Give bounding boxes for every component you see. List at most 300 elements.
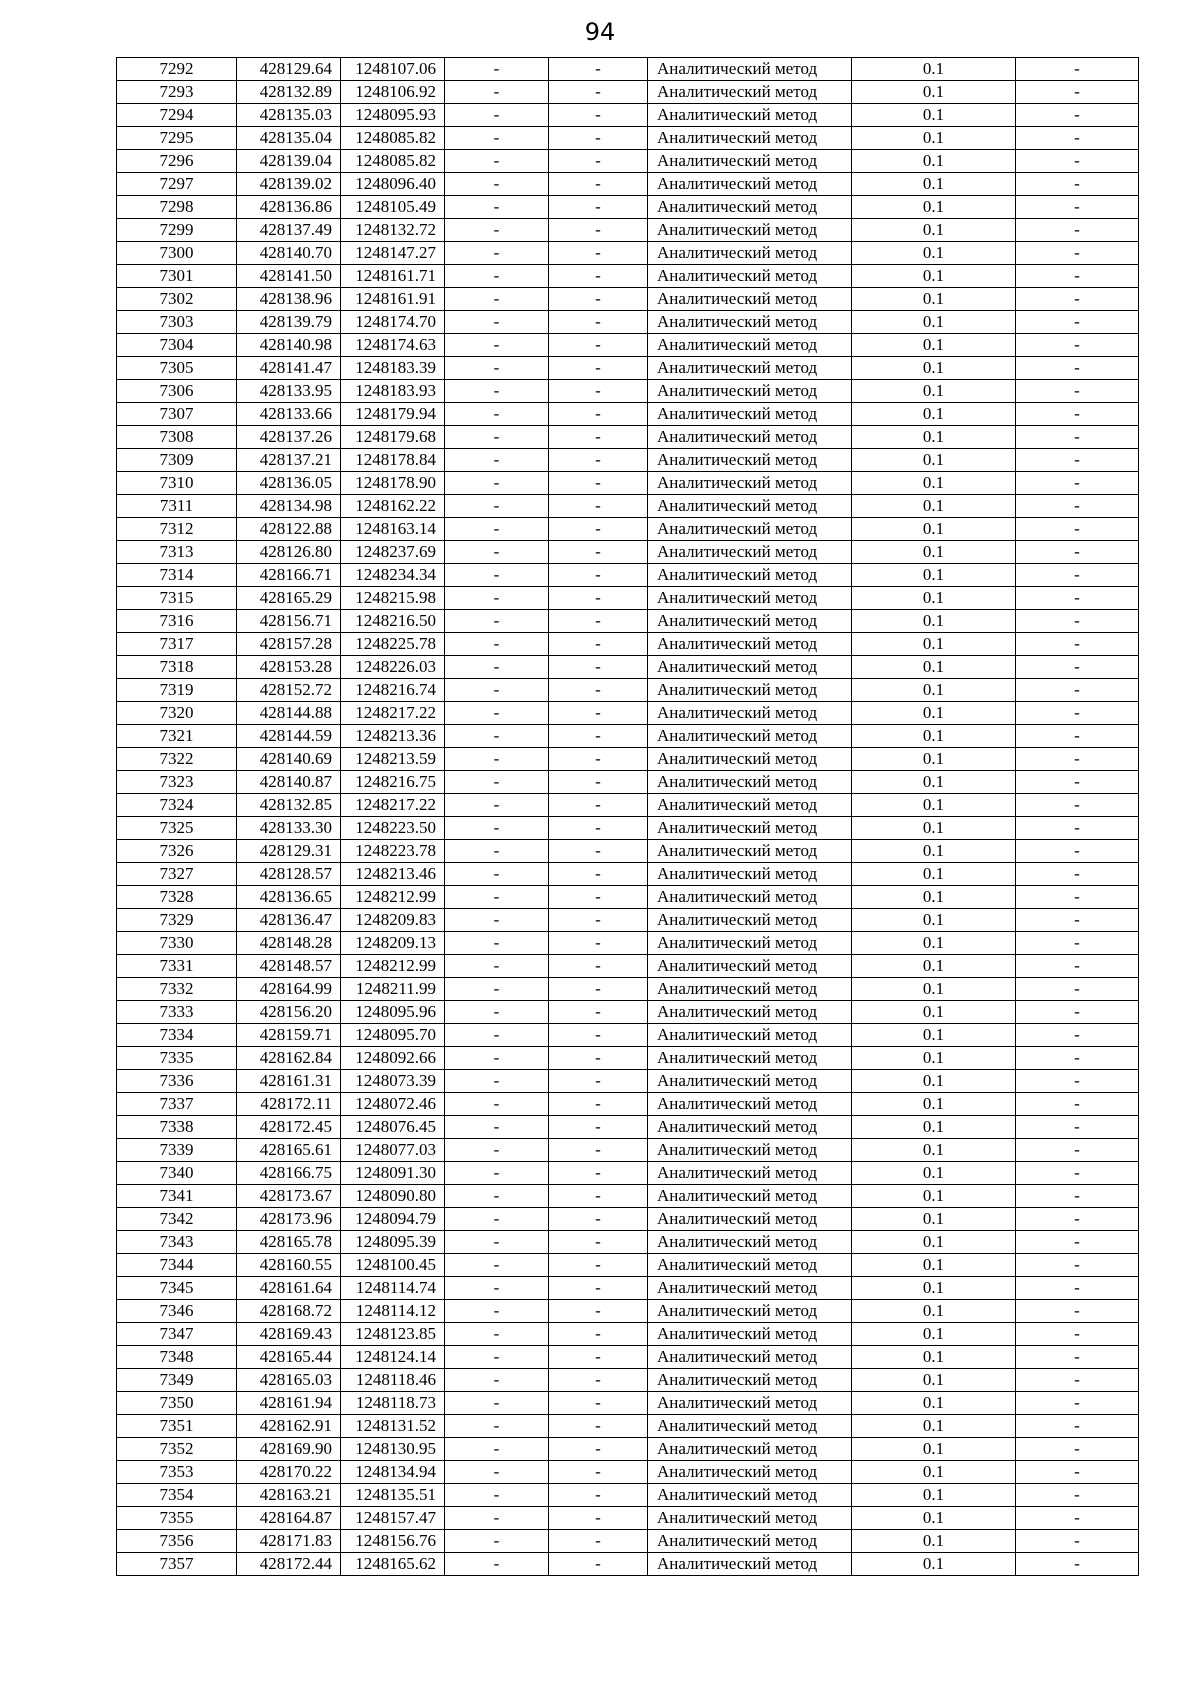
table-row: [117, 1484, 1139, 1507]
dash-cell-1: -: [445, 978, 549, 1001]
dash-cell-1: -: [445, 1024, 549, 1047]
y-coordinate-cell: 1248216.74: [341, 679, 445, 702]
method-cell: Аналитический метод: [648, 1162, 852, 1185]
y-coordinate-cell: 1248095.93: [341, 104, 445, 127]
x-coordinate-cell: 428170.22: [237, 1461, 341, 1484]
x-coordinate-cell: 428162.84: [237, 1047, 341, 1070]
accuracy-cell: 0.1: [852, 311, 1016, 334]
table-row: [117, 725, 1139, 748]
table-row: [117, 1346, 1139, 1369]
dash-cell-2: -: [549, 403, 648, 426]
dash-cell-3: -: [1016, 58, 1139, 81]
table-row: [117, 495, 1139, 518]
dash-cell-3: -: [1016, 242, 1139, 265]
y-coordinate-cell: 1248174.70: [341, 311, 445, 334]
x-coordinate-cell: 428162.91: [237, 1415, 341, 1438]
accuracy-cell: 0.1: [852, 1415, 1016, 1438]
y-coordinate-cell: 1248106.92: [341, 81, 445, 104]
accuracy-cell: 0.1: [852, 334, 1016, 357]
dash-cell-1: -: [445, 1461, 549, 1484]
dash-cell-1: -: [445, 242, 549, 265]
dash-cell-3: -: [1016, 104, 1139, 127]
x-coordinate-cell: 428169.90: [237, 1438, 341, 1461]
y-coordinate-cell: 1248096.40: [341, 173, 445, 196]
x-coordinate-cell: 428156.20: [237, 1001, 341, 1024]
point-number-cell: 7352: [117, 1438, 237, 1461]
method-cell: Аналитический метод: [648, 610, 852, 633]
method-cell: Аналитический метод: [648, 449, 852, 472]
dash-cell-2: -: [549, 334, 648, 357]
x-coordinate-cell: 428137.49: [237, 219, 341, 242]
table-row: [117, 288, 1139, 311]
x-coordinate-cell: 428132.85: [237, 794, 341, 817]
dash-cell-3: -: [1016, 311, 1139, 334]
dash-cell-2: -: [549, 587, 648, 610]
accuracy-cell: 0.1: [852, 725, 1016, 748]
dash-cell-2: -: [549, 81, 648, 104]
y-coordinate-cell: 1248118.46: [341, 1369, 445, 1392]
dash-cell-2: -: [549, 1392, 648, 1415]
method-cell: Аналитический метод: [648, 1277, 852, 1300]
point-number-cell: 7303: [117, 311, 237, 334]
dash-cell-3: -: [1016, 587, 1139, 610]
dash-cell-3: -: [1016, 219, 1139, 242]
x-coordinate-cell: 428133.95: [237, 380, 341, 403]
table-row: [117, 426, 1139, 449]
dash-cell-2: -: [549, 725, 648, 748]
table-row: [117, 1093, 1139, 1116]
dash-cell-3: -: [1016, 1231, 1139, 1254]
y-coordinate-cell: 1248072.46: [341, 1093, 445, 1116]
dash-cell-2: -: [549, 771, 648, 794]
dash-cell-2: -: [549, 1139, 648, 1162]
dash-cell-3: -: [1016, 426, 1139, 449]
dash-cell-1: -: [445, 840, 549, 863]
x-coordinate-cell: 428140.87: [237, 771, 341, 794]
table-row: [117, 1024, 1139, 1047]
dash-cell-1: -: [445, 1162, 549, 1185]
y-coordinate-cell: 1248179.94: [341, 403, 445, 426]
accuracy-cell: 0.1: [852, 909, 1016, 932]
table-row: [117, 610, 1139, 633]
x-coordinate-cell: 428168.72: [237, 1300, 341, 1323]
point-number-cell: 7316: [117, 610, 237, 633]
y-coordinate-cell: 1248105.49: [341, 196, 445, 219]
method-cell: Аналитический метод: [648, 1553, 852, 1576]
x-coordinate-cell: 428165.61: [237, 1139, 341, 1162]
table-row: [117, 1300, 1139, 1323]
x-coordinate-cell: 428165.03: [237, 1369, 341, 1392]
method-cell: Аналитический метод: [648, 150, 852, 173]
dash-cell-1: -: [445, 1507, 549, 1530]
dash-cell-1: -: [445, 702, 549, 725]
accuracy-cell: 0.1: [852, 196, 1016, 219]
dash-cell-3: -: [1016, 1208, 1139, 1231]
table-row: [117, 1323, 1139, 1346]
dash-cell-2: -: [549, 357, 648, 380]
accuracy-cell: 0.1: [852, 242, 1016, 265]
point-number-cell: 7293: [117, 81, 237, 104]
dash-cell-3: -: [1016, 1438, 1139, 1461]
dash-cell-2: -: [549, 1530, 648, 1553]
method-cell: Аналитический метод: [648, 679, 852, 702]
accuracy-cell: 0.1: [852, 127, 1016, 150]
table-row: [117, 518, 1139, 541]
dash-cell-3: -: [1016, 1162, 1139, 1185]
accuracy-cell: 0.1: [852, 1530, 1016, 1553]
point-number-cell: 7339: [117, 1139, 237, 1162]
dash-cell-1: -: [445, 1323, 549, 1346]
point-number-cell: 7350: [117, 1392, 237, 1415]
dash-cell-3: -: [1016, 932, 1139, 955]
table-row: [117, 1277, 1139, 1300]
y-coordinate-cell: 1248225.78: [341, 633, 445, 656]
x-coordinate-cell: 428165.29: [237, 587, 341, 610]
x-coordinate-cell: 428172.11: [237, 1093, 341, 1116]
accuracy-cell: 0.1: [852, 1300, 1016, 1323]
point-number-cell: 7355: [117, 1507, 237, 1530]
dash-cell-3: -: [1016, 1553, 1139, 1576]
dash-cell-3: -: [1016, 403, 1139, 426]
accuracy-cell: 0.1: [852, 771, 1016, 794]
dash-cell-2: -: [549, 288, 648, 311]
accuracy-cell: 0.1: [852, 1047, 1016, 1070]
x-coordinate-cell: 428161.94: [237, 1392, 341, 1415]
point-number-cell: 7351: [117, 1415, 237, 1438]
dash-cell-3: -: [1016, 1484, 1139, 1507]
point-number-cell: 7321: [117, 725, 237, 748]
dash-cell-2: -: [549, 127, 648, 150]
dash-cell-1: -: [445, 311, 549, 334]
y-coordinate-cell: 1248162.22: [341, 495, 445, 518]
dash-cell-3: -: [1016, 863, 1139, 886]
accuracy-cell: 0.1: [852, 1392, 1016, 1415]
y-coordinate-cell: 1248212.99: [341, 886, 445, 909]
accuracy-cell: 0.1: [852, 1231, 1016, 1254]
accuracy-cell: 0.1: [852, 1070, 1016, 1093]
x-coordinate-cell: 428161.31: [237, 1070, 341, 1093]
point-number-cell: 7329: [117, 909, 237, 932]
point-number-cell: 7322: [117, 748, 237, 771]
accuracy-cell: 0.1: [852, 564, 1016, 587]
table-row: [117, 265, 1139, 288]
dash-cell-3: -: [1016, 702, 1139, 725]
point-number-cell: 7353: [117, 1461, 237, 1484]
x-coordinate-cell: 428128.57: [237, 863, 341, 886]
method-cell: Аналитический метод: [648, 1507, 852, 1530]
x-coordinate-cell: 428129.64: [237, 58, 341, 81]
point-number-cell: 7296: [117, 150, 237, 173]
dash-cell-3: -: [1016, 564, 1139, 587]
dash-cell-2: -: [549, 1300, 648, 1323]
y-coordinate-cell: 1248156.76: [341, 1530, 445, 1553]
x-coordinate-cell: 428160.55: [237, 1254, 341, 1277]
y-coordinate-cell: 1248085.82: [341, 127, 445, 150]
accuracy-cell: 0.1: [852, 1208, 1016, 1231]
dash-cell-1: -: [445, 794, 549, 817]
accuracy-cell: 0.1: [852, 932, 1016, 955]
point-number-cell: 7323: [117, 771, 237, 794]
method-cell: Аналитический метод: [648, 1323, 852, 1346]
table-row: [117, 1208, 1139, 1231]
dash-cell-3: -: [1016, 817, 1139, 840]
method-cell: Аналитический метод: [648, 1208, 852, 1231]
dash-cell-1: -: [445, 1530, 549, 1553]
point-number-cell: 7330: [117, 932, 237, 955]
dash-cell-2: -: [549, 1277, 648, 1300]
accuracy-cell: 0.1: [852, 173, 1016, 196]
x-coordinate-cell: 428132.89: [237, 81, 341, 104]
method-cell: Аналитический метод: [648, 1139, 852, 1162]
dash-cell-3: -: [1016, 771, 1139, 794]
table-body: [117, 58, 1139, 1576]
x-coordinate-cell: 428163.21: [237, 1484, 341, 1507]
dash-cell-1: -: [445, 127, 549, 150]
dash-cell-2: -: [549, 679, 648, 702]
method-cell: Аналитический метод: [648, 1484, 852, 1507]
dash-cell-2: -: [549, 219, 648, 242]
method-cell: Аналитический метод: [648, 1070, 852, 1093]
dash-cell-2: -: [549, 932, 648, 955]
y-coordinate-cell: 1248091.30: [341, 1162, 445, 1185]
x-coordinate-cell: 428144.59: [237, 725, 341, 748]
method-cell: Аналитический метод: [648, 909, 852, 932]
table-row: [117, 840, 1139, 863]
table-row: [117, 380, 1139, 403]
x-coordinate-cell: 428164.87: [237, 1507, 341, 1530]
dash-cell-1: -: [445, 1185, 549, 1208]
dash-cell-1: -: [445, 1254, 549, 1277]
table-row: [117, 472, 1139, 495]
point-number-cell: 7337: [117, 1093, 237, 1116]
dash-cell-1: -: [445, 81, 549, 104]
table-row: [117, 219, 1139, 242]
accuracy-cell: 0.1: [852, 1139, 1016, 1162]
y-coordinate-cell: 1248132.72: [341, 219, 445, 242]
dash-cell-3: -: [1016, 334, 1139, 357]
x-coordinate-cell: 428139.79: [237, 311, 341, 334]
x-coordinate-cell: 428136.47: [237, 909, 341, 932]
x-coordinate-cell: 428137.26: [237, 426, 341, 449]
accuracy-cell: 0.1: [852, 518, 1016, 541]
dash-cell-1: -: [445, 656, 549, 679]
dash-cell-2: -: [549, 1346, 648, 1369]
accuracy-cell: 0.1: [852, 1001, 1016, 1024]
y-coordinate-cell: 1248161.71: [341, 265, 445, 288]
x-coordinate-cell: 428172.45: [237, 1116, 341, 1139]
dash-cell-1: -: [445, 196, 549, 219]
x-coordinate-cell: 428153.28: [237, 656, 341, 679]
y-coordinate-cell: 1248216.75: [341, 771, 445, 794]
x-coordinate-cell: 428166.75: [237, 1162, 341, 1185]
table-row: [117, 1070, 1139, 1093]
point-number-cell: 7344: [117, 1254, 237, 1277]
dash-cell-2: -: [549, 380, 648, 403]
method-cell: Аналитический метод: [648, 863, 852, 886]
x-coordinate-cell: 428165.44: [237, 1346, 341, 1369]
dash-cell-1: -: [445, 1553, 549, 1576]
method-cell: Аналитический метод: [648, 702, 852, 725]
method-cell: Аналитический метод: [648, 472, 852, 495]
dash-cell-2: -: [549, 1024, 648, 1047]
accuracy-cell: 0.1: [852, 1346, 1016, 1369]
accuracy-cell: 0.1: [852, 1162, 1016, 1185]
accuracy-cell: 0.1: [852, 1484, 1016, 1507]
accuracy-cell: 0.1: [852, 541, 1016, 564]
dash-cell-3: -: [1016, 449, 1139, 472]
x-coordinate-cell: 428164.99: [237, 978, 341, 1001]
y-coordinate-cell: 1248114.74: [341, 1277, 445, 1300]
dash-cell-2: -: [549, 518, 648, 541]
x-coordinate-cell: 428152.72: [237, 679, 341, 702]
y-coordinate-cell: 1248163.14: [341, 518, 445, 541]
dash-cell-1: -: [445, 1116, 549, 1139]
y-coordinate-cell: 1248213.46: [341, 863, 445, 886]
point-number-cell: 7314: [117, 564, 237, 587]
table-row: [117, 1392, 1139, 1415]
point-number-cell: 7338: [117, 1116, 237, 1139]
dash-cell-2: -: [549, 1254, 648, 1277]
dash-cell-1: -: [445, 1277, 549, 1300]
dash-cell-3: -: [1016, 472, 1139, 495]
point-number-cell: 7317: [117, 633, 237, 656]
table-row: [117, 748, 1139, 771]
point-number-cell: 7327: [117, 863, 237, 886]
table-row: [117, 242, 1139, 265]
dash-cell-3: -: [1016, 610, 1139, 633]
dash-cell-3: -: [1016, 1369, 1139, 1392]
method-cell: Аналитический метод: [648, 1438, 852, 1461]
method-cell: Аналитический метод: [648, 1093, 852, 1116]
dash-cell-2: -: [549, 173, 648, 196]
dash-cell-1: -: [445, 1484, 549, 1507]
accuracy-cell: 0.1: [852, 1024, 1016, 1047]
y-coordinate-cell: 1248165.62: [341, 1553, 445, 1576]
dash-cell-1: -: [445, 1093, 549, 1116]
method-cell: Аналитический метод: [648, 1369, 852, 1392]
dash-cell-2: -: [549, 1484, 648, 1507]
method-cell: Аналитический метод: [648, 564, 852, 587]
dash-cell-1: -: [445, 104, 549, 127]
method-cell: Аналитический метод: [648, 725, 852, 748]
dash-cell-1: -: [445, 771, 549, 794]
dash-cell-3: -: [1016, 265, 1139, 288]
method-cell: Аналитический метод: [648, 840, 852, 863]
y-coordinate-cell: 1248157.47: [341, 1507, 445, 1530]
dash-cell-1: -: [445, 817, 549, 840]
dash-cell-1: -: [445, 564, 549, 587]
y-coordinate-cell: 1248107.06: [341, 58, 445, 81]
point-number-cell: 7343: [117, 1231, 237, 1254]
accuracy-cell: 0.1: [852, 817, 1016, 840]
x-coordinate-cell: 428144.88: [237, 702, 341, 725]
table-row: [117, 1438, 1139, 1461]
accuracy-cell: 0.1: [852, 748, 1016, 771]
dash-cell-1: -: [445, 426, 549, 449]
method-cell: Аналитический метод: [648, 1346, 852, 1369]
point-number-cell: 7341: [117, 1185, 237, 1208]
table-row: [117, 127, 1139, 150]
point-number-cell: 7311: [117, 495, 237, 518]
accuracy-cell: 0.1: [852, 449, 1016, 472]
table-row: [117, 978, 1139, 1001]
accuracy-cell: 0.1: [852, 426, 1016, 449]
x-coordinate-cell: 428171.83: [237, 1530, 341, 1553]
point-number-cell: 7336: [117, 1070, 237, 1093]
accuracy-cell: 0.1: [852, 472, 1016, 495]
table-row: [117, 1415, 1139, 1438]
x-coordinate-cell: 428159.71: [237, 1024, 341, 1047]
point-number-cell: 7357: [117, 1553, 237, 1576]
method-cell: Аналитический метод: [648, 1231, 852, 1254]
table-row: [117, 1185, 1139, 1208]
dash-cell-1: -: [445, 725, 549, 748]
y-coordinate-cell: 1248130.95: [341, 1438, 445, 1461]
point-number-cell: 7310: [117, 472, 237, 495]
y-coordinate-cell: 1248073.39: [341, 1070, 445, 1093]
dash-cell-1: -: [445, 449, 549, 472]
table-row: [117, 909, 1139, 932]
y-coordinate-cell: 1248134.94: [341, 1461, 445, 1484]
y-coordinate-cell: 1248174.63: [341, 334, 445, 357]
y-coordinate-cell: 1248090.80: [341, 1185, 445, 1208]
table-row: [117, 1530, 1139, 1553]
dash-cell-2: -: [549, 472, 648, 495]
point-number-cell: 7312: [117, 518, 237, 541]
accuracy-cell: 0.1: [852, 794, 1016, 817]
y-coordinate-cell: 1248179.68: [341, 426, 445, 449]
table-row: [117, 679, 1139, 702]
dash-cell-3: -: [1016, 794, 1139, 817]
x-coordinate-cell: 428173.67: [237, 1185, 341, 1208]
table-row: [117, 1369, 1139, 1392]
y-coordinate-cell: 1248183.39: [341, 357, 445, 380]
dash-cell-3: -: [1016, 679, 1139, 702]
dash-cell-3: -: [1016, 495, 1139, 518]
dash-cell-3: -: [1016, 1093, 1139, 1116]
x-coordinate-cell: 428141.50: [237, 265, 341, 288]
y-coordinate-cell: 1248234.34: [341, 564, 445, 587]
method-cell: Аналитический метод: [648, 587, 852, 610]
method-cell: Аналитический метод: [648, 196, 852, 219]
point-number-cell: 7302: [117, 288, 237, 311]
dash-cell-2: -: [549, 1208, 648, 1231]
dash-cell-1: -: [445, 587, 549, 610]
dash-cell-1: -: [445, 909, 549, 932]
dash-cell-3: -: [1016, 1392, 1139, 1415]
y-coordinate-cell: 1248209.83: [341, 909, 445, 932]
y-coordinate-cell: 1248094.79: [341, 1208, 445, 1231]
x-coordinate-cell: 428141.47: [237, 357, 341, 380]
y-coordinate-cell: 1248131.52: [341, 1415, 445, 1438]
table-row: [117, 1461, 1139, 1484]
method-cell: Аналитический метод: [648, 219, 852, 242]
table-row: [117, 357, 1139, 380]
point-number-cell: 7334: [117, 1024, 237, 1047]
table-row: [117, 564, 1139, 587]
y-coordinate-cell: 1248147.27: [341, 242, 445, 265]
accuracy-cell: 0.1: [852, 863, 1016, 886]
dash-cell-1: -: [445, 955, 549, 978]
y-coordinate-cell: 1248211.99: [341, 978, 445, 1001]
method-cell: Аналитический метод: [648, 426, 852, 449]
dash-cell-2: -: [549, 610, 648, 633]
dash-cell-3: -: [1016, 978, 1139, 1001]
x-coordinate-cell: 428161.64: [237, 1277, 341, 1300]
accuracy-cell: 0.1: [852, 380, 1016, 403]
method-cell: Аналитический метод: [648, 518, 852, 541]
dash-cell-3: -: [1016, 357, 1139, 380]
